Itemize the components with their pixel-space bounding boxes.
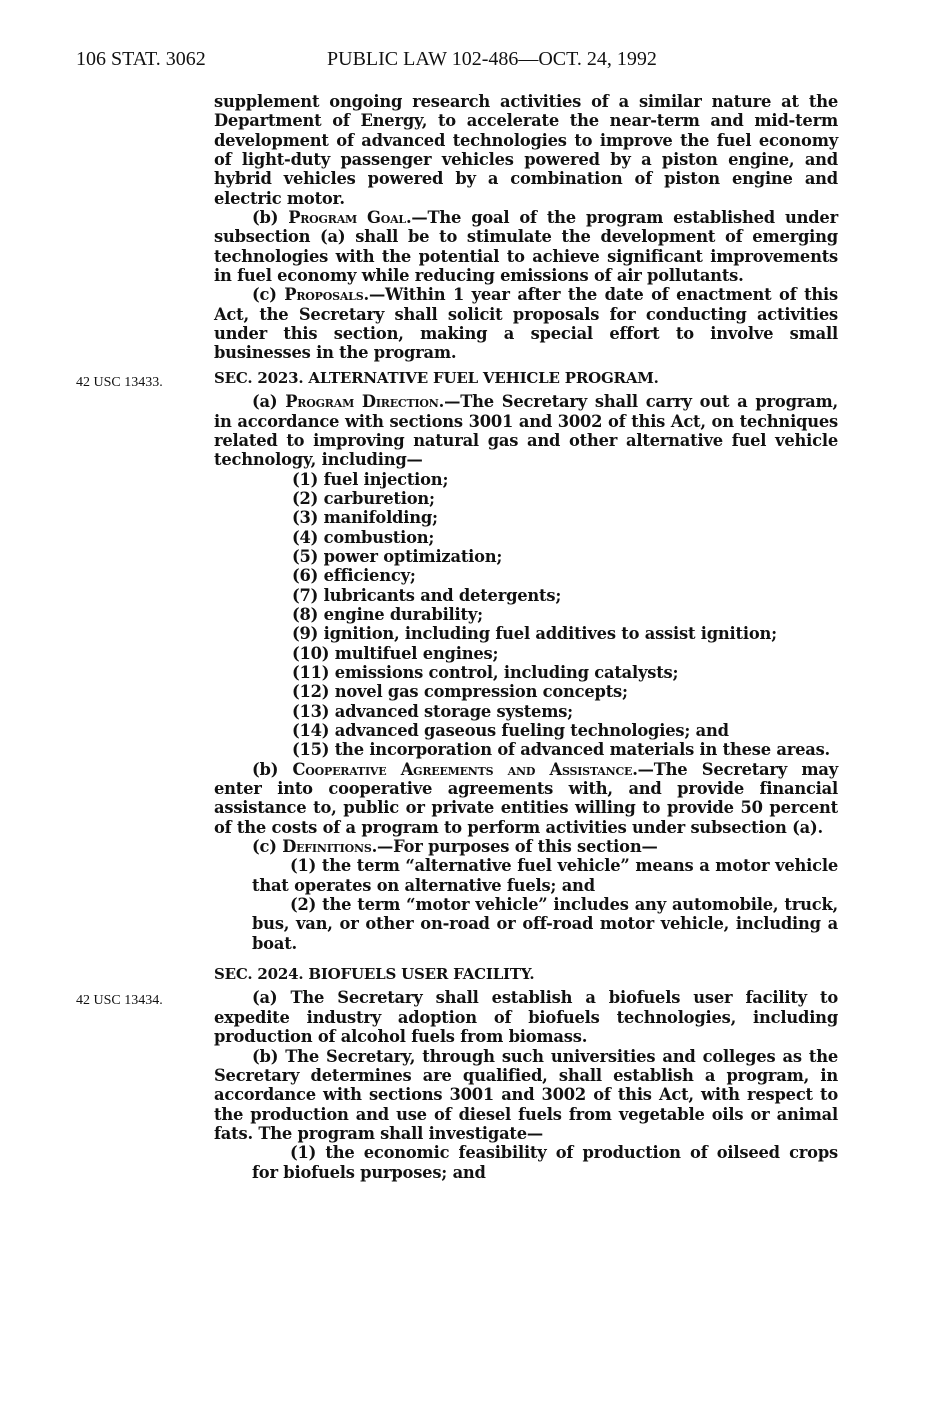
- list-item: (10) multifuel engines;: [292, 643, 499, 663]
- margin-note-13433: 42 USC 13433.: [76, 375, 163, 390]
- subsection-b-program-goal: [214, 208, 838, 285]
- list-item: (4) combustion;: [292, 527, 435, 547]
- subsection-label: (b): [252, 208, 289, 228]
- list-item: (5) power optimization;: [292, 546, 503, 566]
- section-2023-heading: SEC. 2023. ALTERNATIVE FUEL VEHICLE PROGRAM.: [214, 368, 659, 387]
- definition-paragraph-1: (1) the term “alternative fuel vehicle” means a motor vehicle that operates on alternative fuels; and: [252, 856, 838, 895]
- subsection-label: (c): [252, 285, 285, 305]
- subsection-heading: Proposals.: [284, 285, 369, 305]
- subsection-label: (b): [252, 759, 293, 779]
- stat-page-number: 106 STAT. 3062: [76, 48, 206, 70]
- list-item: (13) advanced storage systems;: [292, 701, 573, 721]
- list-item: (9) ignition, including fuel additives to assist ignition;: [292, 624, 777, 644]
- subsection-text: —The Secretary may enter into cooperative agreements with, and provide financial assistance to, public or private entities willing to provide 50 percent of the costs of a program to perform activities under subsection (a).: [214, 759, 838, 837]
- page-header: [0, 48, 945, 78]
- subsection-text: —For purposes of this section—: [377, 837, 658, 857]
- definition-paragraph-2: (2) the term “motor vehicle” includes any automobile, truck, bus, van, or other on-road or off-road motor vehicle, including a boat.: [252, 895, 838, 953]
- law-citation: PUBLIC LAW 102-486—OCT. 24, 1992: [327, 48, 657, 70]
- subsection-heading: Program Direction.: [285, 392, 445, 412]
- list-item: (1) fuel injection;: [292, 469, 449, 489]
- list-item: (11) emissions control, including catalysts;: [292, 662, 679, 682]
- subsection-text: —The goal of the program established under subsection (a) shall be to stimulate the development of emerging technologies with the potential to achieve significant improvements in fuel economy while reducing emissions of air pollutants.: [214, 208, 838, 286]
- list-item: (8) engine durability;: [292, 604, 483, 624]
- document-body: [214, 92, 838, 1182]
- list-item: (7) lubricants and detergents;: [292, 585, 562, 605]
- sec2024-subsection-b: (b) The Secretary, through such universities and colleges as the Secretary determines are qualified, shall establish a program, in accordance with sections 3001 and 3002 of this Act, with respect to the production and use of diesel fuels from vegetable oils or animal fats. The program shall investigate—: [214, 1046, 838, 1143]
- margin-note-13434: 42 USC 13434.: [76, 993, 163, 1008]
- subsection-heading: Program Goal.: [288, 208, 412, 228]
- list-item: (15) the incorporation of advanced materials in these areas.: [292, 740, 831, 760]
- list-item: (3) manifolding;: [292, 508, 438, 528]
- subsection-c-proposals: [214, 285, 838, 362]
- subsection-heading: Definitions.: [282, 837, 378, 857]
- list-item: (2) carburetion;: [292, 488, 435, 508]
- subsection-heading: Cooperative Agreements and Assistance.: [292, 759, 638, 779]
- list-item: (6) efficiency;: [292, 566, 416, 586]
- sec2023-subsection-c: [214, 837, 838, 856]
- subsection-label: (a): [252, 392, 286, 412]
- list-item: (12) novel gas compression concepts;: [292, 682, 628, 702]
- section-2024-heading: SEC. 2024. BIOFUELS USER FACILITY.: [214, 965, 535, 984]
- sec2024-paragraph-1: (1) the economic feasibility of production of oilseed crops for biofuels purposes; and: [252, 1143, 838, 1182]
- list-item: (14) advanced gaseous fueling technologies; and: [292, 721, 729, 740]
- intro-paragraph: supplement ongoing research activities of a similar nature at the Department of Energy, to accelerate the near-term and mid-term development of advanced technologies to improve the fuel economy of light-duty passenger vehicles powered by a piston engine, and hybrid vehicles powered by a combination of piston engine and electric motor.: [214, 92, 838, 208]
- sec2023-subsection-a: [214, 392, 838, 469]
- subsection-label: (c): [252, 837, 283, 857]
- sec2024-subsection-a: (a) The Secretary shall establish a biofuels user facility to expedite industry adoption of biofuels technologies, including production of alcohol fuels from biomass.: [214, 988, 838, 1047]
- subsection-text: —The Secretary shall carry out a program, in accordance with sections 3001 and 3002 of this Act, on techniques related to improving natural gas and other alternative fuel vehicle technology, including—: [214, 392, 838, 470]
- subsection-text: —Within 1 year after the date of enactment of this Act, the Secretary shall solicit proposals for conducting activities under this section, making a special effort to involve small businesses in the program.: [214, 285, 838, 363]
- sec2023-subsection-b: [214, 760, 838, 837]
